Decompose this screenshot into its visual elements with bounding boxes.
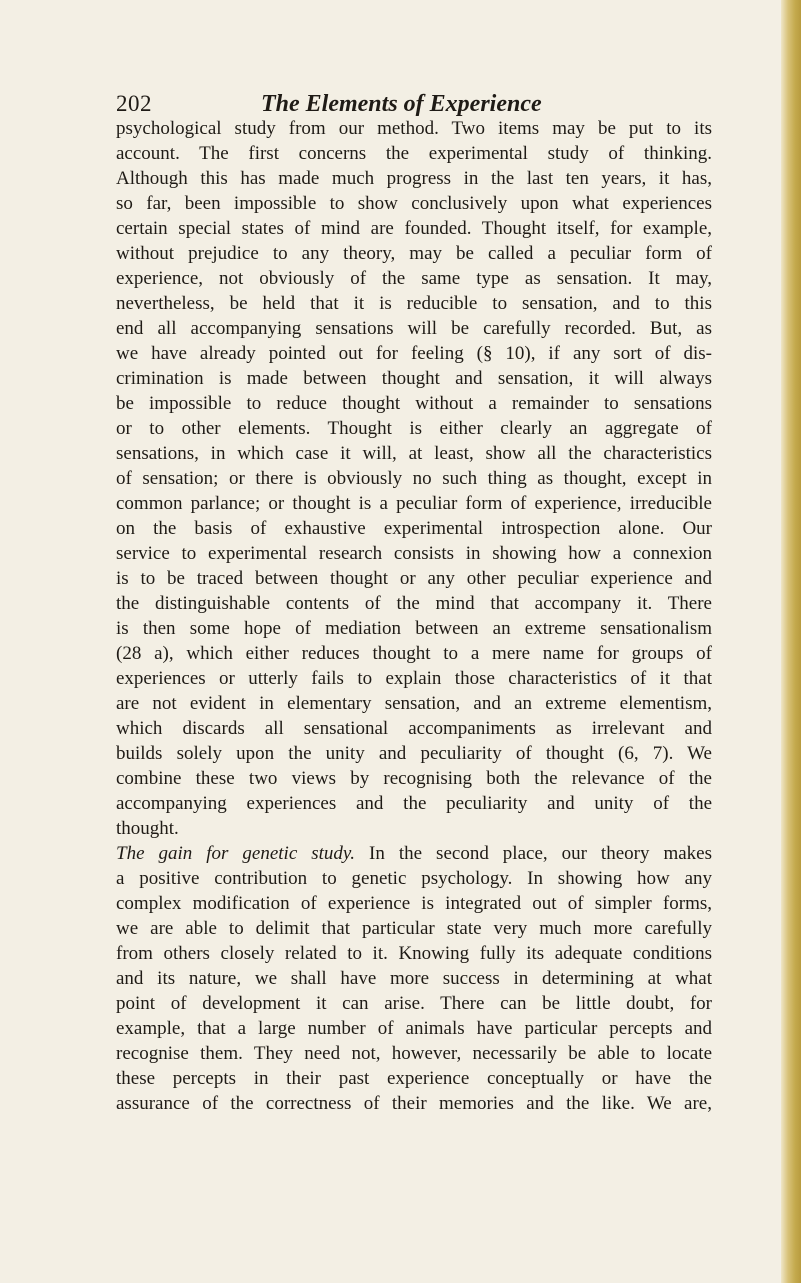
text-line: from others closely related to it. Knowing fully its adequate conditions [116, 943, 712, 964]
text-line: thought. [116, 818, 179, 839]
text-line: experiences or utterly fails to explain those characteristics of it that [116, 668, 712, 689]
running-head: The Elements of Experience [261, 91, 542, 117]
text-line: and its nature, we shall have more success in determining at what [116, 968, 712, 989]
text-line: the distinguishable contents of the mind that accompany it. There [116, 593, 712, 614]
text-line: so far, been impossible to show conclusively upon what experiences [116, 193, 712, 214]
text-line: point of development it can arise. There can be little doubt, for [116, 993, 712, 1014]
text-line: recognise them. They need not, however, necessarily be able to locate [116, 1043, 712, 1064]
section-heading: The gain for genetic study. [116, 843, 356, 864]
text-line: is to be traced between thought or any other peculiar experience and [116, 568, 712, 589]
text-line: assurance of the correctness of their memories and the like. We are, [116, 1093, 712, 1114]
text-line: crimination is made between thought and sensation, it will always [116, 368, 712, 389]
text-line: service to experimental research consists in showing how a connexion [116, 543, 712, 564]
text-line: be impossible to reduce thought without a remainder to sensations [116, 393, 712, 414]
text-line: common parlance; or thought is a peculiar form of experience, irreducible [116, 493, 712, 514]
text-line: combine these two views by recognising both the relevance of the [116, 768, 712, 789]
text-line: psychological study from our method. Two items may be put to its [116, 118, 712, 139]
text-line: Although this has made much progress in the last ten years, it has, [116, 168, 712, 189]
page-edge [781, 0, 801, 1283]
text-line: builds solely upon the unity and peculiarity of thought (6, 7). We [116, 743, 712, 764]
text-line: without prejudice to any theory, may be called a peculiar form of [116, 243, 712, 264]
text-line: nevertheless, be held that it is reducible to sensation, and to this [116, 293, 712, 314]
text-line: account. The first concerns the experimental study of thinking. [116, 143, 712, 164]
text-line: certain special states of mind are founded. Thought itself, for example, [116, 218, 712, 239]
text-line: accompanying experiences and the peculiarity and unity of the [116, 793, 712, 814]
text-line: we are able to delimit that particular state very much more carefully [116, 918, 712, 939]
text-line: on the basis of exhaustive experimental introspection alone. Our [116, 518, 712, 539]
text-line: (28 a), which either reduces thought to a mere name for groups of [116, 643, 712, 664]
text-line: sensations, in which case it will, at least, show all the characteristics [116, 443, 712, 464]
text-line: a positive contribution to genetic psychology. In showing how any [116, 868, 712, 889]
text-line: experience, not obviously of the same type as sensation. It may, [116, 268, 712, 289]
page-number: 202 [116, 91, 152, 116]
section-first-line-text: In the second place, our theory makes [369, 843, 712, 864]
text-line: of sensation; or there is obviously no such thing as thought, except in [116, 468, 712, 489]
text-line: are not evident in elementary sensation, and an extreme elementism, [116, 693, 712, 714]
text-line: or to other elements. Thought is either clearly an aggregate of [116, 418, 712, 439]
body-text [116, 116, 712, 1116]
text-line: end all accompanying sensations will be carefully recorded. But, as [116, 318, 712, 339]
text-line: example, that a large number of animals have particular percepts and [116, 1018, 712, 1039]
text-line: is then some hope of mediation between an extreme sensationalism [116, 618, 712, 639]
text-line: complex modification of experience is integrated out of simpler forms, [116, 893, 712, 914]
section-first-line [116, 841, 712, 866]
text-line: which discards all sensational accompaniments as irrelevant and [116, 718, 712, 739]
text-line: these percepts in their past experience conceptually or have the [116, 1068, 712, 1089]
text-line: we have already pointed out for feeling (§ 10), if any sort of dis- [116, 343, 712, 364]
